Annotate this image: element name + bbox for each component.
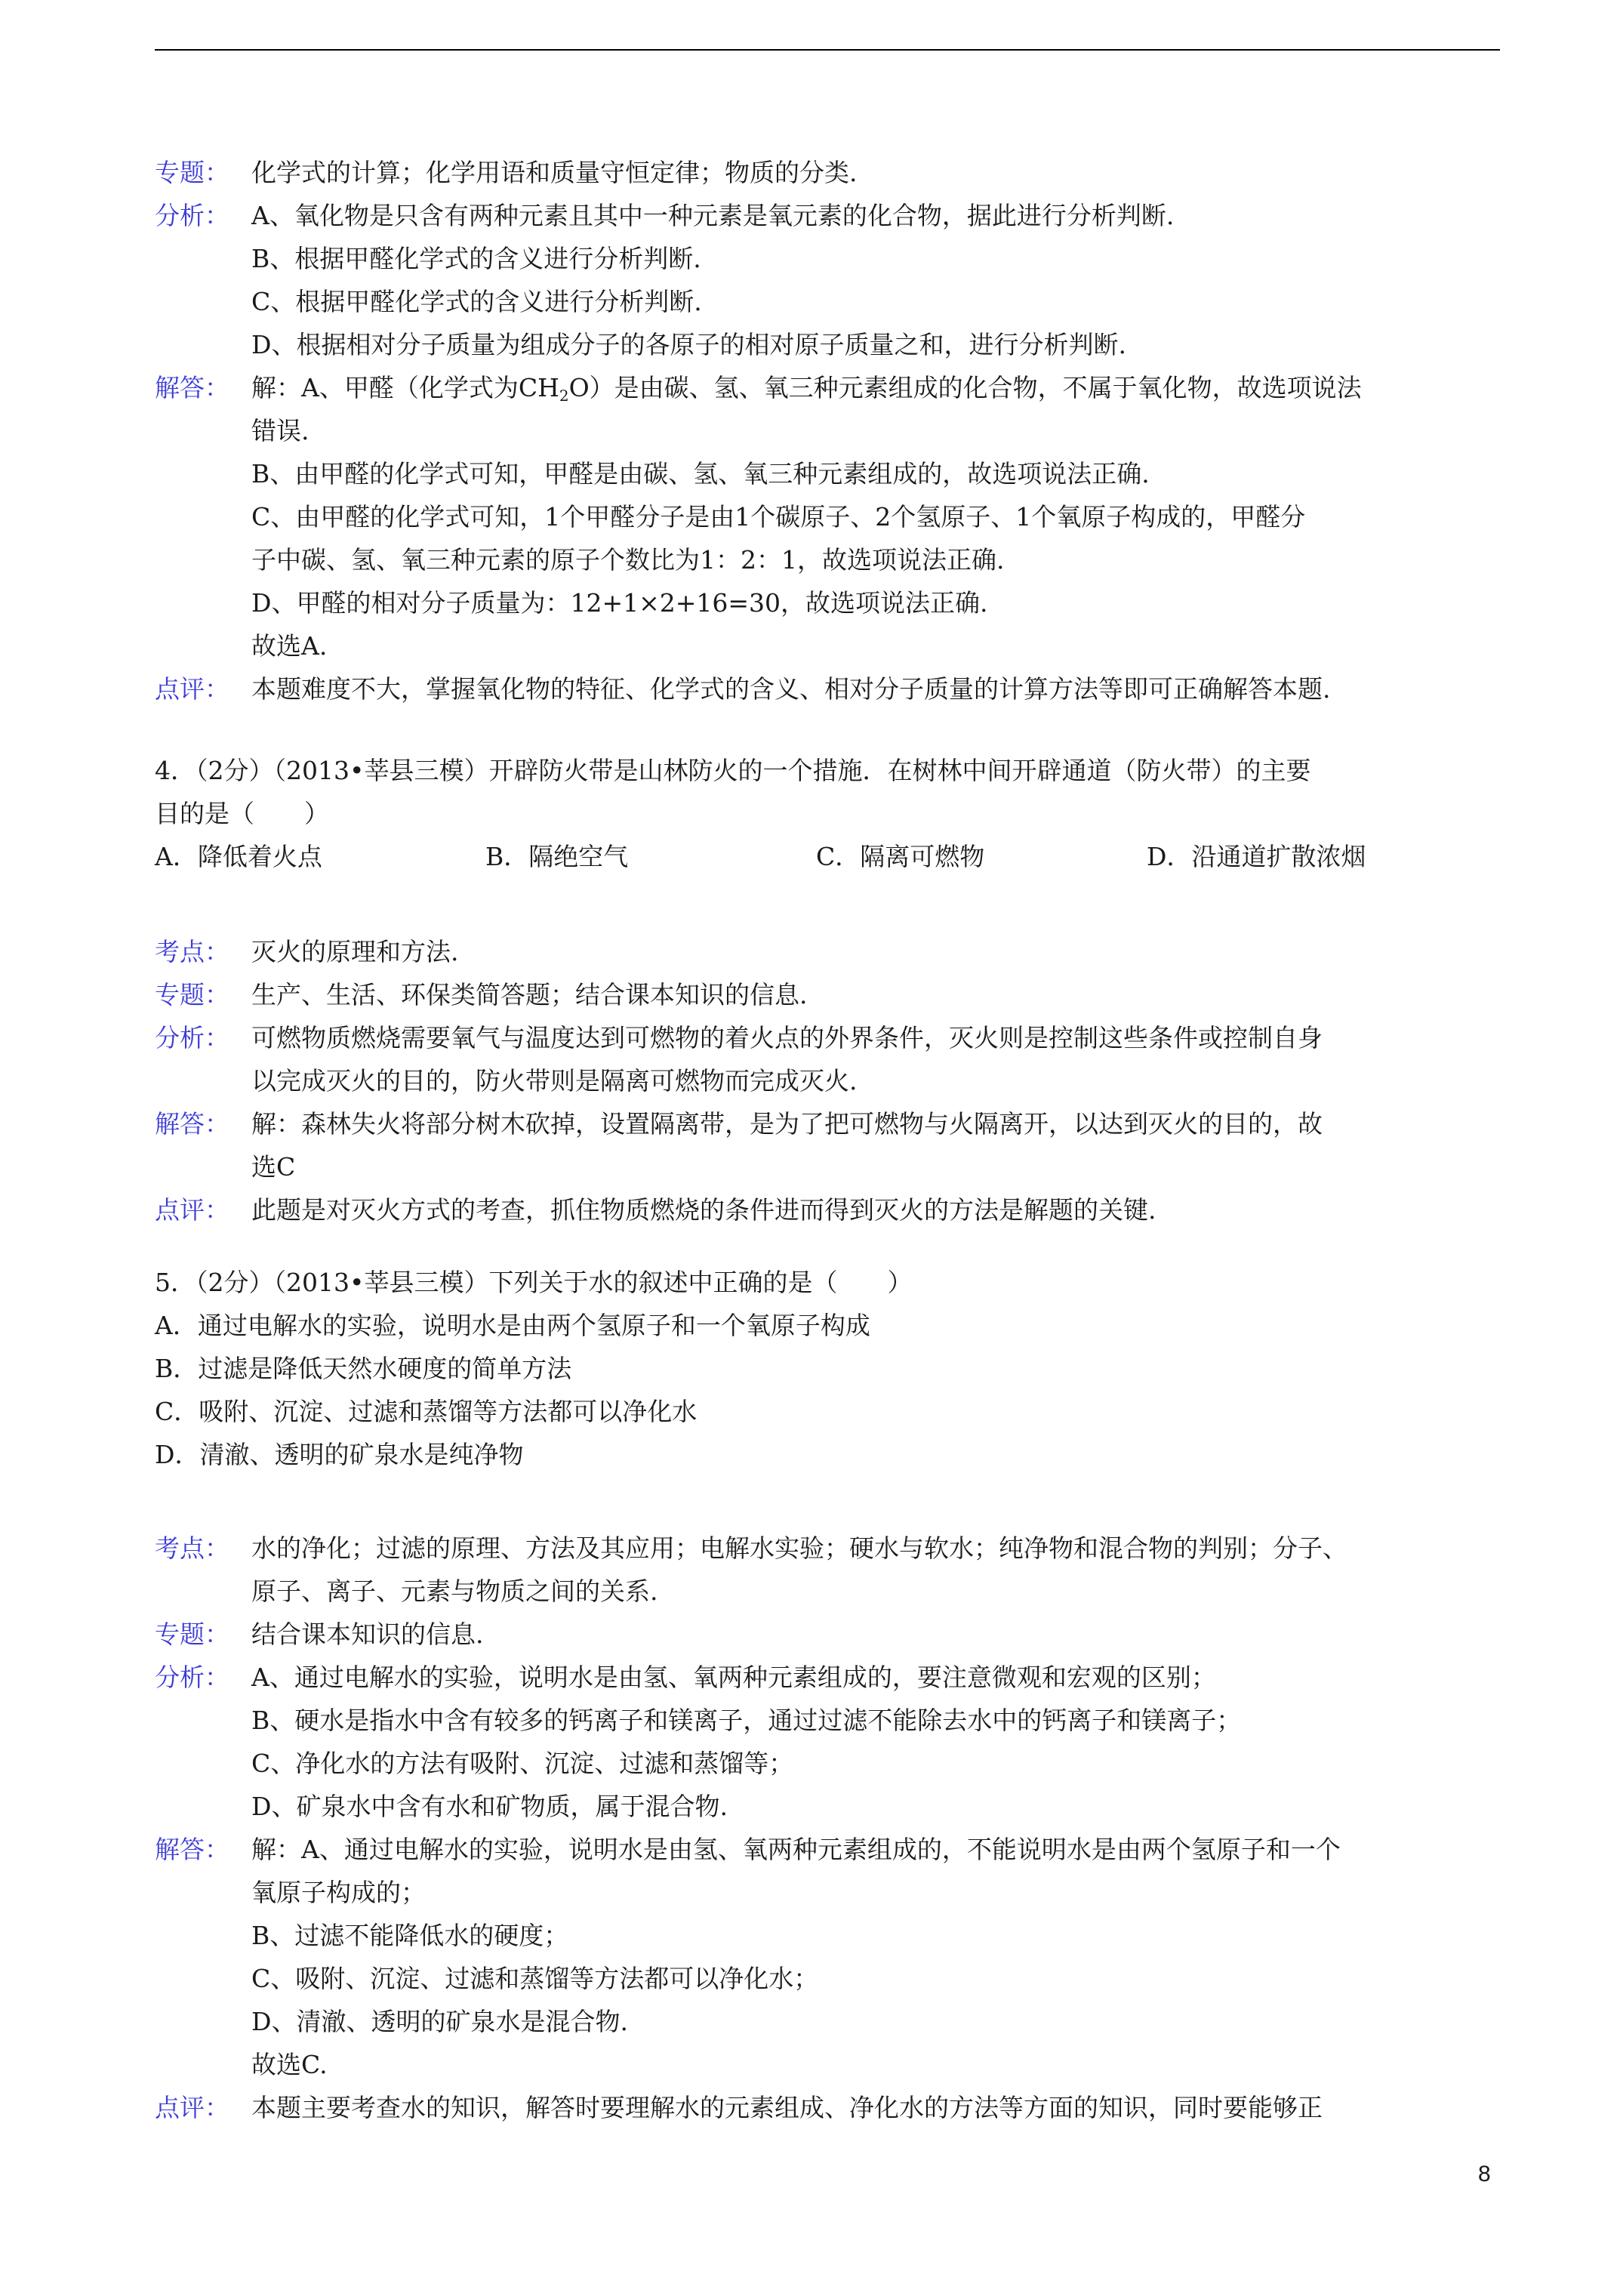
text-line: B、由甲醛的化学式可知，甲醛是由碳、氢、氧三种元素组成的，故选项说法正确.: [251, 459, 1150, 488]
text-part: O）是由碳、氢、氧三种元素组成的化合物，不属于氧化物，故选项说法: [568, 373, 1362, 402]
section-label: 分析：: [155, 201, 229, 230]
text-line: D、根据相对分子质量为组成分子的各原子的相对原子质量之和，进行分析判断.: [251, 330, 1126, 359]
q5-zhuanti: [155, 1613, 1506, 1656]
text-line: 生产、生活、环保类简答题；结合课本知识的信息.: [251, 980, 808, 1009]
text-line: 以完成灭火的目的，防火带则是隔离可燃物而完成灭火.: [251, 1066, 858, 1096]
text-line: D、清澈、透明的矿泉水是混合物.: [251, 2007, 628, 2036]
section-label: 分析：: [155, 1023, 229, 1052]
text-line: D、矿泉水中含有水和矿物质，属于混合物.: [251, 1792, 728, 1821]
text-line: 此题是对灭火方式的考查，抓住物质燃烧的条件进而得到灭火的方法是解题的关键.: [251, 1195, 1156, 1225]
text-line: B、根据甲醛化学式的含义进行分析判断.: [251, 244, 701, 273]
section-label: 点评：: [155, 1195, 229, 1225]
option-a: A．通过电解水的实验，说明水是由两个氢原子和一个氧原子构成: [155, 1311, 870, 1340]
section-label: 分析：: [155, 1663, 229, 1692]
text-line: 解：A、通过电解水的实验，说明水是由氢、氧两种元素组成的，不能说明水是由两个氢原子和一个: [251, 1835, 1341, 1864]
text-line: 子中碳、氢、氧三种元素的原子个数比为1：2：1，故选项说法正确.: [251, 545, 1005, 575]
text-line: 可燃物质燃烧需要氧气与温度达到可燃物的着火点的外界条件，灭火则是控制这些条件或控制自身: [251, 1023, 1323, 1052]
q4-zhuanti: [155, 973, 1506, 1016]
text-line: 选C: [251, 1152, 296, 1182]
section-label: 解答：: [155, 1109, 229, 1139]
option-d: D．沿通道扩散浓烟: [1147, 842, 1366, 871]
text-line: 氧原子构成的；: [251, 1878, 426, 1907]
text-line: A、氧化物是只含有两种元素且其中一种元素是氧元素的化合物，据此进行分析判断.: [251, 201, 1175, 230]
q5-fenxi: [155, 1656, 1506, 1828]
text-part: 解：A、甲醛（化学式为CH: [251, 373, 559, 402]
q5-solution: [155, 1527, 1506, 2129]
section-label: 专题：: [155, 1620, 229, 1649]
text-line: C、根据甲醛化学式的含义进行分析判断.: [251, 287, 702, 316]
q3-fenxi: [155, 194, 1506, 366]
q4-fenxi: [155, 1016, 1506, 1102]
text-line: 水的净化；过滤的原理、方法及其应用；电解水实验；硬水与软水；纯净物和混合物的判别；分子、: [251, 1533, 1347, 1563]
text-line: 原子、离子、元素与物质之间的关系.: [251, 1576, 658, 1606]
q3-zhuanti: [155, 151, 1506, 194]
q4-kaodian: [155, 930, 1506, 973]
text-line: 化学式的计算；化学用语和质量守恒定律；物质的分类.: [251, 158, 858, 187]
q3-jieda: [155, 366, 1506, 667]
section-label: 专题：: [155, 980, 229, 1009]
option-b: B．过滤是降低天然水硬度的简单方法: [155, 1354, 572, 1383]
q4-question: [155, 749, 1506, 878]
q4-jieda: [155, 1102, 1506, 1188]
text-line: B、过滤不能降低水的硬度；: [251, 1921, 569, 1950]
question-stem: 4．（2分）（2013•莘县三模）开辟防火带是山林防火的一个措施．在树林中间开辟通道（防火带）的主要: [155, 756, 1311, 785]
text-line: 本题主要考查水的知识，解答时要理解水的元素组成、净化水的方法等方面的知识，同时要能够正: [251, 2093, 1323, 2122]
section-label: 考点：: [155, 1533, 229, 1563]
section-label: 解答：: [155, 373, 229, 402]
text-line: B、硬水是指水中含有较多的钙离子和镁离子，通过过滤不能除去水中的钙离子和镁离子；: [251, 1706, 1242, 1735]
text-line: 解：森林失火将部分树木砍掉，设置隔离带，是为了把可燃物与火隔离开，以达到灭火的目的，故: [251, 1109, 1323, 1139]
section-label: 点评：: [155, 2093, 229, 2122]
question-stem: 目的是（ ）: [155, 799, 329, 828]
text-line: 错误.: [251, 416, 310, 445]
subscript: 2: [559, 387, 569, 405]
text-line: 本题难度不大，掌握氧化物的特征、化学式的含义、相对分子质量的计算方法等即可正确解答本题.: [251, 674, 1331, 704]
text-line: 故选A.: [251, 631, 328, 661]
q3-dianping: [155, 667, 1506, 710]
option-c: C．隔离可燃物: [816, 842, 985, 871]
q5-dianping: [155, 2086, 1506, 2129]
text-line: [251, 366, 1506, 409]
text-line: C、吸附、沉淀、过滤和蒸馏等方法都可以净化水；: [251, 1964, 819, 1993]
section-label: 解答：: [155, 1835, 229, 1864]
q4-dianping: [155, 1188, 1506, 1231]
text-line: A、通过电解水的实验，说明水是由氢、氧两种元素组成的，要注意微观和宏观的区别；: [251, 1663, 1216, 1692]
text-line: C、由甲醛的化学式可知，1个甲醛分子是由1个碳原子、2个氢原子、1个氧原子构成的，甲醛分: [251, 502, 1306, 532]
text-line: 灭火的原理和方法.: [251, 937, 459, 966]
q5-question: [155, 1261, 1506, 1476]
question-stem: 5．（2分）（2013•莘县三模）下列关于水的叙述中正确的是（ ）: [155, 1268, 913, 1297]
section-label: 点评：: [155, 674, 229, 704]
header-rule: [155, 49, 1500, 51]
text-line: C、净化水的方法有吸附、沉淀、过滤和蒸馏等；: [251, 1749, 794, 1778]
option-d: D．清澈、透明的矿泉水是纯净物: [155, 1440, 524, 1469]
q5-jieda: [155, 1828, 1506, 2086]
option-a: A．降低着火点: [155, 842, 322, 871]
q5-kaodian: [155, 1527, 1506, 1613]
section-label: 考点：: [155, 937, 229, 966]
q4-solution: [155, 930, 1506, 1231]
option-b: B．隔绝空气: [485, 842, 629, 871]
text-line: 结合课本知识的信息.: [251, 1620, 484, 1649]
q3-solution: [155, 151, 1506, 710]
q4-options: [155, 835, 1506, 878]
text-line: 故选C.: [251, 2050, 328, 2079]
option-c: C．吸附、沉淀、过滤和蒸馏等方法都可以净化水: [155, 1397, 698, 1426]
text-line: D、甲醛的相对分子质量为：12+1×2+16=30，故选项说法正确.: [251, 588, 988, 618]
section-label: 专题：: [155, 158, 229, 187]
page-number: 8: [1478, 2162, 1491, 2187]
